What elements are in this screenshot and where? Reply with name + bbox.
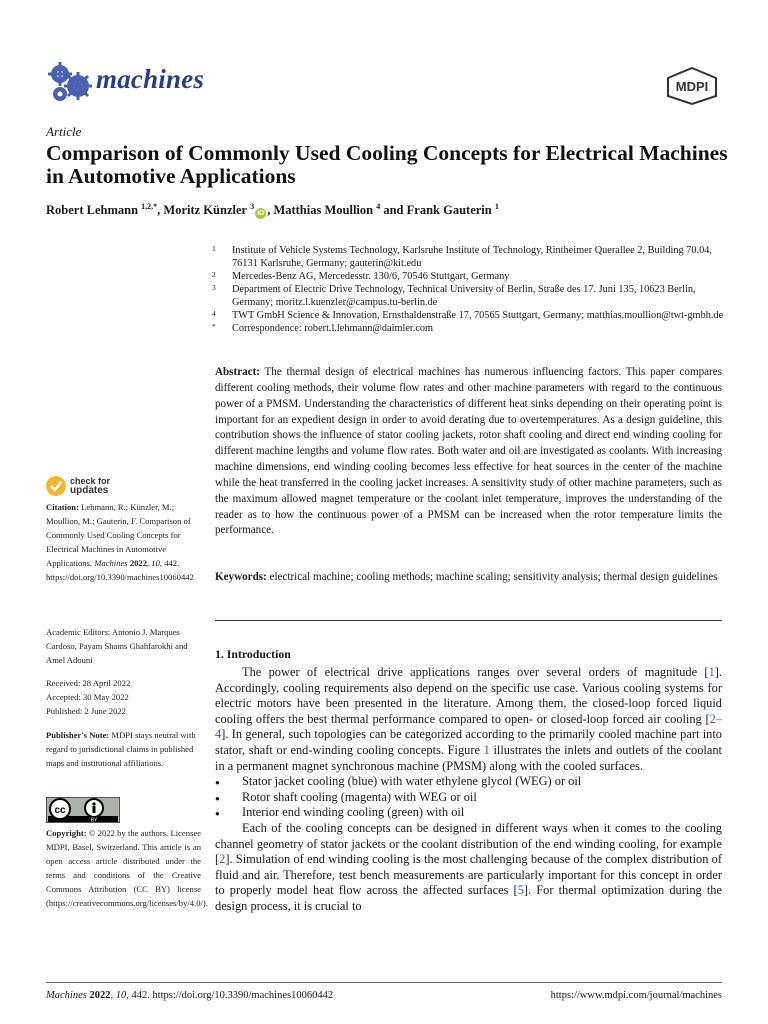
mdpi-logo-icon[interactable] bbox=[664, 66, 720, 106]
footer-journal-url[interactable]: https://www.mdpi.com/journal/machines bbox=[550, 990, 722, 1001]
introduction-body bbox=[215, 665, 722, 915]
reference-link[interactable]: 1 bbox=[708, 665, 715, 679]
abstract bbox=[215, 365, 722, 539]
author-list: Robert Lehmann $^{1,2,*}$, Moritz Künzler $^3$iD , Matthias Moullion $^4$ and Frank Gauterin $^1$ bbox=[46, 201, 499, 217]
intro-paragraph: Each of the cooling concepts can be designed in different ways when it comes to the cooling channel geometry of stator jackets or the coolant distribution of the end winding cooling, for example [2]. Simulation of end winding cooling is the most challenging because of the complex distribution of fluid and air. Therefore, test bench measurements are particularly important for this concept in order to properly model heat flow across the affected surfaces [5]. For thermal optimization during the design process, it is crucial to bbox=[215, 820, 722, 913]
affiliation-item: 1 Institute of Vehicle Systems Technology, Karlsruhe Institute of Technology, Rintheimer Querallee 2, Building 70.04, 76131 Karlsruhe, Germany; gauterin@kit.edu bbox=[212, 244, 712, 269]
cc-by-label: BY bbox=[90, 817, 98, 823]
correspondence: * Correspondence: robert.l.lehmann@daimler.com bbox=[212, 322, 434, 334]
footer-citation[interactable]: Machines 2022, 10, 442. https://doi.org/10.3390/machines10060442 bbox=[46, 990, 334, 1001]
author-affil-sup: 3 bbox=[250, 201, 255, 211]
published-date: Published: 2 June 2022 bbox=[46, 706, 126, 716]
footer-divider bbox=[46, 982, 722, 983]
keywords bbox=[215, 570, 722, 586]
article-title: Comparison of Commonly Used Cooling Concepts for Electrical Machines in Automotive Applications bbox=[46, 141, 728, 188]
article-type: Article bbox=[46, 124, 82, 139]
section-heading-introduction: 1. Introduction bbox=[215, 647, 291, 661]
author-affil-sup: 4 bbox=[376, 201, 381, 211]
cc-by-license-icon[interactable] bbox=[46, 797, 120, 823]
keywords-text: electrical machine; cooling methods; machine scaling; sensitivity analysis; thermal design guidelines bbox=[269, 571, 718, 583]
received-date: Received: 28 April 2022 bbox=[46, 678, 131, 688]
abstract-label: Abstract: bbox=[215, 366, 260, 378]
publication-dates bbox=[46, 676, 201, 718]
author-name: Frank Gauterin bbox=[406, 203, 492, 217]
academic-editors: Academic Editors: Antonio J. Marques Cardoso, Payam Shams Ghahfarokhi and Amel Adouni bbox=[46, 627, 188, 665]
author-name: Matthias Moullion bbox=[273, 203, 374, 217]
citation: Citation: Lehmann, R.; Künzler, M.; Moullion, M.; Gauterin, F. Comparison of Commonly Used Cooling Concepts for Electrical Machines in Automotive Applications. Machines 2022, 10, 442. https://doi.org/10.3390/machines10060442 bbox=[46, 502, 194, 582]
publishers-note: Publisher's Note: MDPI stays neutral with regard to jurisdictional claims in published maps and institutional affiliations. bbox=[46, 730, 196, 768]
author-affil-sup: 1 bbox=[494, 201, 499, 211]
affiliation-item: 2 Mercedes-Benz AG, Mercedesstr. 130/6, 70546 Stuttgart, Germany bbox=[212, 270, 510, 282]
affiliation-item: 3 Department of Electric Drive Technology, Technical University of Berlin, Straße des 17. Juni 135, 10623 Berlin, Germany; moritz.l.kuenzler@campus.tu-berlin.de bbox=[212, 283, 696, 308]
journal-gears-logo-icon bbox=[46, 60, 92, 104]
reference-link[interactable]: 5 bbox=[517, 883, 524, 898]
keywords-label: Keywords: bbox=[215, 571, 267, 583]
reference-link[interactable]: 2 bbox=[219, 852, 226, 867]
reference-link[interactable]: 2–4 bbox=[215, 711, 722, 742]
affiliations bbox=[212, 244, 732, 335]
section-divider bbox=[215, 620, 722, 621]
author-name: Moritz Künzler bbox=[163, 203, 248, 217]
author-name: Robert Lehmann bbox=[46, 203, 139, 217]
list-item: ● Interior end winding cooling (green) with oil bbox=[215, 805, 722, 821]
orcid-icon[interactable]: iD bbox=[257, 210, 265, 217]
list-item: ● Stator jacket cooling (blue) with water ethylene glycol (WEG) or oil bbox=[215, 774, 722, 790]
figure-link[interactable]: 1 bbox=[483, 742, 490, 757]
mdpi-logo-text: MDPI bbox=[675, 79, 709, 94]
cooling-concepts-list bbox=[215, 774, 722, 821]
affiliation-item: 4 TWT GmbH Science & Innovation, Ernsthaldenstraße 17, 70565 Stuttgart, Germany; matthias.moullion@twt-gmbh.de bbox=[212, 309, 724, 321]
accepted-date: Accepted: 30 May 2022 bbox=[46, 692, 129, 702]
check-for-updates-icon[interactable] bbox=[46, 476, 66, 496]
abstract-text: The thermal design of electrical machines has numerous influencing factors. This paper compares different cooling methods, their volume flow rates and other machine parameters with regard to the continuous power of a PMSM. Understanding the characteristics of different heat sinks depending on their operating point is important for an expedient design in order to avoid derating due to overtemperatures. As a design guideline, this contribution shows the influence of stator cooling jackets, rotor shaft cooling and direct end winding cooling for different machine lengths and volume flow rates. Both water and oil are investigated as coolants. With increasing machine dimensions, end winding cooling becomes less effective for heat sources in the center of the machine while the heat transferred in the cooling jacket increases. A sensitivity study of other machine parameters, such as the maximum allowed magnet temperature or the coolant inlet temperature, improves the understanding of the reader as to how the continuous power of a PMSM can be increased when the rotor temperature limits the performance. bbox=[215, 366, 722, 537]
svg-text:cc: cc bbox=[54, 805, 66, 816]
intro-paragraph: The power of electrical drive applications ranges over several orders of magnitude [1]. Accordingly, cooling requirements also depend on the specific use case. Various cooling systems for electric motors have been presented in the literature. Among them, the closed-loop forced liquid cooling offers the best thermal performance compared to open- or closed-loop forced air cooling [2–4]. In general, such topologies can be categorized according to the primarily cooled machine part into stator, shaft or end-winding cooling concepts. Figure 1 illustrates the inlets and outlets of the coolant in a permanent magnet synchronous machine (PMSM) along with the cooled surfaces. bbox=[215, 665, 722, 773]
copyright-notice: Copyright: © 2022 by the authors. Licensee MDPI, Basel, Switzerland. This article is an open access article distributed under the terms and conditions of the Creative Commons Attribution (CC BY) license (https://creativecommons.org/licenses/by/4.0/). bbox=[46, 828, 208, 908]
author-affil-sup: 1,2,* bbox=[141, 201, 158, 211]
citation-label: Citation: bbox=[46, 502, 79, 512]
list-item: ● Rotor shaft cooling (magenta) with WEG or oil bbox=[215, 790, 722, 806]
journal-name[interactable]: machines bbox=[96, 64, 205, 94]
check-for-updates-button[interactable]: check for updates bbox=[70, 476, 111, 496]
